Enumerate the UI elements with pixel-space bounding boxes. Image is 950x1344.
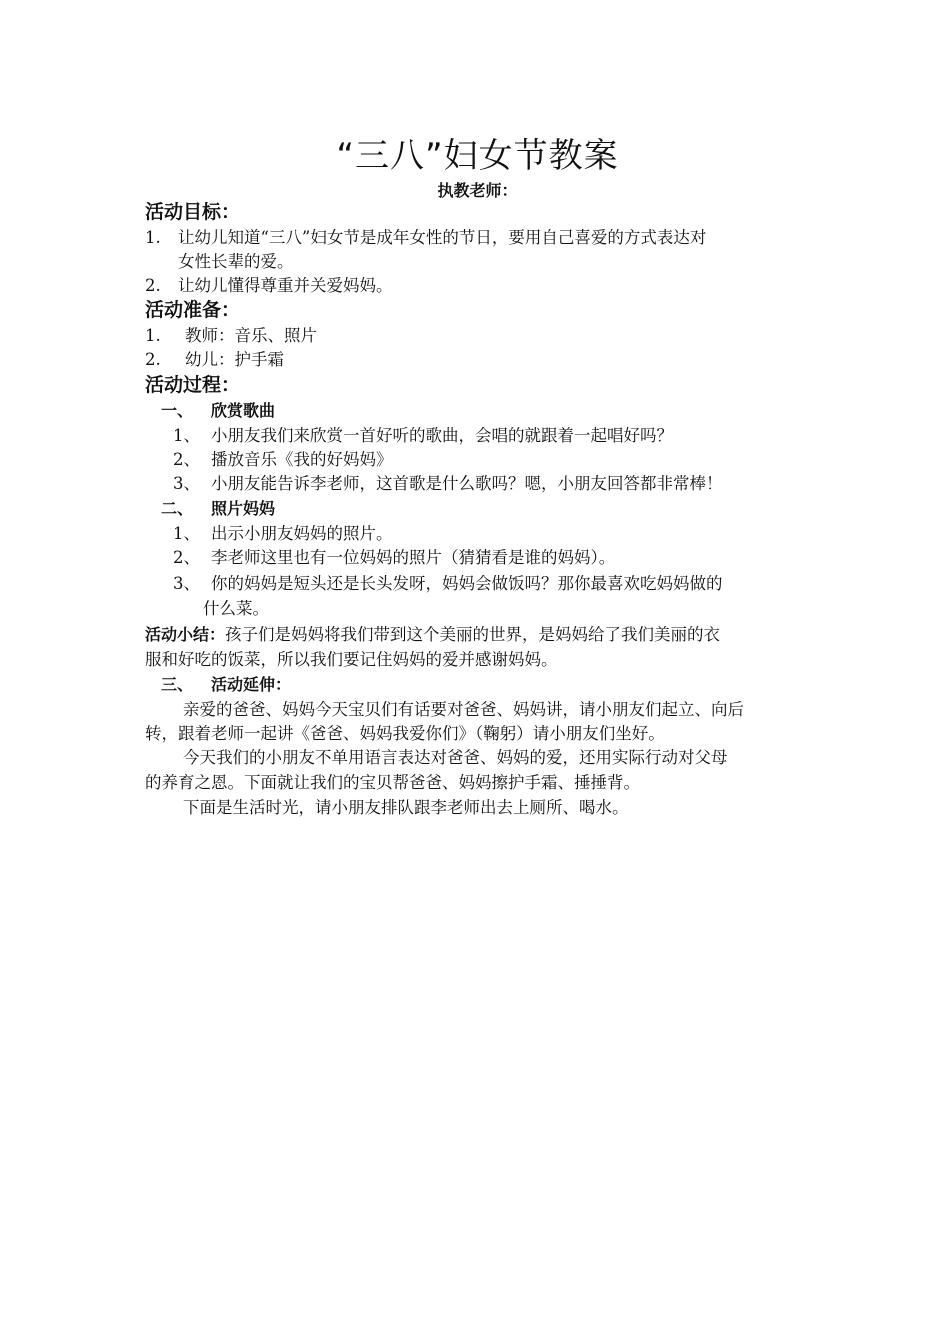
item-number: 3、 (173, 574, 200, 593)
section-title: 活动延伸： (211, 675, 292, 694)
extension-paragraph-1-cont: 转，跟着老师一起讲《爸爸、妈妈我爱你们》（鞠躬）请小朋友们坐好。 (145, 724, 665, 743)
item-number: 3、 (173, 474, 200, 493)
goal-item-1-cont: 女性长辈的爱。 (178, 252, 294, 271)
goal-item-2 (145, 274, 393, 298)
item-number: 2、 (173, 450, 200, 469)
section-number: 二、 (161, 499, 194, 518)
goal-item-1 (145, 226, 706, 250)
section-title: 欣赏歌曲 (211, 401, 276, 420)
section-number: 一、 (161, 401, 194, 420)
section-number: 三、 (161, 675, 194, 694)
extension-heading (161, 673, 291, 697)
prep-text: 教师：音乐、照片 (185, 326, 317, 345)
process-heading: 活动过程： (145, 374, 241, 396)
list-item (173, 572, 723, 596)
goal-text: 让幼儿知道“三八”妇女节是成年女性的节日，要用自己喜爱的方式表达对 (178, 228, 707, 247)
extension-paragraph-2: 今天我们的小朋友不单用语言表达对爸爸、妈妈的爱，还用实际行动对父母 (183, 748, 728, 767)
item-number: 1、 (173, 426, 200, 445)
extension-paragraph-2-cont: 的养育之恩。下面就让我们的宝贝帮爸爸、妈妈擦护手霜、捶捶背。 (145, 773, 640, 792)
list-item-cont: 什么菜。 (203, 599, 269, 618)
list-item (173, 424, 673, 448)
goal-number: 2. (145, 276, 161, 295)
goals-heading: 活动目标： (145, 201, 241, 223)
list-item (173, 448, 393, 472)
prep-text: 幼儿：护手霜 (185, 350, 284, 369)
item-text: 李老师这里也有一位妈妈的照片（猜猜看是谁的妈妈）。 (211, 548, 616, 567)
prep-number: 2. (145, 350, 161, 369)
section-title: 照片妈妈 (211, 499, 276, 518)
prep-item-2 (145, 348, 284, 372)
page-title: “三八”妇女节教案 (336, 136, 619, 176)
summary-line-1 (145, 623, 720, 647)
prep-item-1 (145, 324, 317, 348)
list-item (173, 546, 615, 570)
item-text: 你的妈妈是短头还是长头发呀，妈妈会做饭吗？那你最喜欢吃妈妈做的 (211, 574, 723, 593)
item-text: 播放音乐《我的好妈妈》 (211, 450, 393, 469)
section-heading (161, 497, 275, 521)
teacher-label: 执教老师： (437, 181, 518, 200)
goal-text: 让幼儿懂得尊重并关爱妈妈。 (178, 276, 393, 295)
prep-number: 1. (145, 326, 161, 345)
summary-line-2: 服和好吃的饭菜，所以我们要记住妈妈的爱并感谢妈妈。 (145, 650, 558, 669)
section-heading (161, 399, 275, 423)
goal-number: 1. (145, 228, 161, 247)
prep-heading: 活动准备： (145, 299, 241, 321)
extension-paragraph-3: 下面是生活时光，请小朋友排队跟李老师出去上厕所、喝水。 (183, 798, 629, 817)
item-number: 2、 (173, 548, 200, 567)
item-text: 小朋友我们来欣赏一首好听的歌曲，会唱的就跟着一起唱好吗？ (211, 426, 673, 445)
list-item (173, 522, 393, 546)
item-text: 出示小朋友妈妈的照片。 (211, 524, 393, 543)
item-number: 1、 (173, 524, 200, 543)
summary-label: 活动小结： (145, 625, 226, 644)
item-text: 小朋友能告诉李老师，这首歌是什么歌吗？嗯，小朋友回答都非常棒！ (211, 474, 723, 493)
list-item (173, 472, 723, 496)
summary-text: 孩子们是妈妈将我们带到这个美丽的世界，是妈妈给了我们美丽的衣 (225, 625, 721, 644)
extension-paragraph-1: 亲爱的爸爸、妈妈今天宝贝们有话要对爸爸、妈妈讲，请小朋友们起立、向后 (183, 700, 744, 719)
